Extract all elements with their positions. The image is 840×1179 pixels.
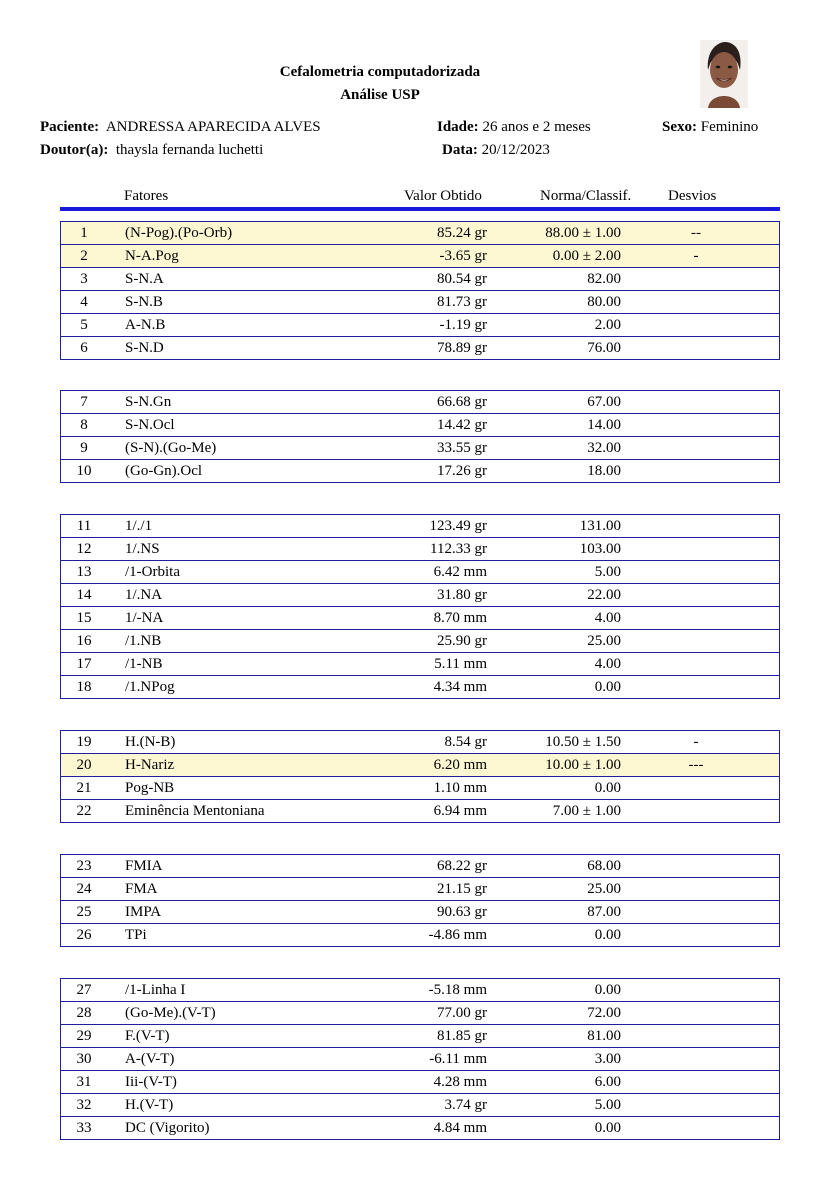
table-row	[61, 675, 779, 698]
age-label: Idade:	[437, 119, 479, 135]
factor-group-6	[60, 978, 780, 1140]
table-row	[61, 923, 779, 946]
factor-name: S-N.A	[125, 271, 164, 287]
obtained-value: 68.22 gr	[437, 858, 487, 874]
row-number: 8	[80, 417, 88, 433]
table-row	[61, 560, 779, 583]
age-line	[437, 119, 591, 136]
table-row	[61, 877, 779, 900]
obtained-value: 8.70 mm	[433, 610, 487, 626]
norm-value: 4.00	[594, 610, 621, 626]
row-number: 17	[76, 656, 92, 672]
deviation-value: -	[693, 248, 699, 264]
row-number: 15	[76, 610, 92, 626]
table-row	[61, 753, 779, 776]
row-number: 18	[76, 679, 92, 695]
norm-value: 80.00	[587, 294, 621, 310]
obtained-value: 112.33 gr	[430, 541, 487, 557]
table-row	[61, 1001, 779, 1024]
obtained-value: 6.94 mm	[433, 803, 487, 819]
row-number: 14	[76, 587, 92, 603]
report-subtitle: Análise USP	[340, 87, 420, 103]
row-number: 29	[76, 1028, 92, 1044]
factor-name: 1/-NA	[125, 610, 164, 626]
obtained-value: 123.49 gr	[429, 518, 487, 534]
obtained-value: 5.11 mm	[434, 656, 487, 672]
norm-value: 3.00	[594, 1051, 621, 1067]
factor-name: (Go-Me).(V-T)	[125, 1005, 216, 1021]
factor-name: S-N.D	[125, 340, 164, 356]
norm-value: 2.00	[594, 317, 621, 333]
patient-photo-image	[700, 40, 748, 108]
table-row	[61, 436, 779, 459]
norm-value: 81.00	[587, 1028, 621, 1044]
factor-name: S-N.B	[125, 294, 163, 310]
norm-value: 7.00 ± 1.00	[552, 803, 621, 819]
row-number: 30	[76, 1051, 92, 1067]
norm-value: 103.00	[579, 541, 621, 557]
age-value: 26 anos e 2 meses	[482, 119, 591, 135]
table-row	[61, 1070, 779, 1093]
factor-name: Eminência Mentoniana	[125, 803, 265, 819]
norm-value: 131.00	[579, 518, 621, 534]
factor-name: (N-Pog).(Po-Orb)	[125, 225, 233, 241]
table-row	[61, 459, 779, 482]
row-number: 4	[80, 294, 88, 310]
report-title: Cefalometria computadorizada	[279, 64, 481, 80]
patient-name-line	[40, 119, 321, 136]
table-row	[61, 515, 779, 537]
table-row	[61, 1116, 779, 1139]
table-row	[61, 731, 779, 753]
obtained-value: 33.55 gr	[437, 440, 487, 456]
obtained-value: -6.11 mm	[429, 1051, 487, 1067]
factor-name: Pog-NB	[125, 780, 175, 796]
table-row	[61, 583, 779, 606]
table-row	[61, 391, 779, 413]
table-row	[61, 313, 779, 336]
table-row	[61, 606, 779, 629]
factor-name: N-A.Pog	[125, 248, 179, 264]
obtained-value: -1.19 gr	[439, 317, 487, 333]
row-number: 22	[76, 803, 92, 819]
row-number: 2	[80, 248, 88, 264]
factor-group-3	[60, 514, 780, 699]
row-number: 26	[76, 927, 92, 943]
factor-name: IMPA	[125, 904, 162, 920]
table-row	[61, 776, 779, 799]
obtained-value: 81.85 gr	[437, 1028, 487, 1044]
factor-name: F.(V-T)	[125, 1028, 170, 1044]
table-row	[61, 979, 779, 1001]
norm-value: 0.00	[594, 1120, 621, 1136]
factor-name: FMIA	[125, 858, 163, 874]
date-value: 20/12/2023	[481, 142, 550, 158]
factor-name: 1/.NA	[125, 587, 163, 603]
norm-value: 76.00	[587, 340, 621, 356]
obtained-value: 77.00 gr	[437, 1005, 487, 1021]
factor-name: 1/.NS	[125, 541, 160, 557]
norm-value: 82.00	[587, 271, 621, 287]
date-line	[442, 142, 550, 159]
factor-name: /1.NB	[125, 633, 162, 649]
column-header-factors: Fatores	[124, 188, 169, 204]
table-row	[61, 267, 779, 290]
norm-value: 4.00	[594, 656, 621, 672]
factor-name: Iii-(V-T)	[125, 1074, 177, 1090]
factor-name: TPi	[125, 927, 147, 943]
row-number: 21	[76, 780, 92, 796]
obtained-value: 17.26 gr	[437, 463, 487, 479]
obtained-value: 4.84 mm	[433, 1120, 487, 1136]
obtained-value: 8.54 gr	[444, 734, 487, 750]
norm-value: 72.00	[587, 1005, 621, 1021]
row-number: 28	[76, 1005, 92, 1021]
norm-value: 32.00	[587, 440, 621, 456]
obtained-value: -4.86 mm	[428, 927, 487, 943]
norm-value: 68.00	[587, 858, 621, 874]
column-header-norm: Norma/Classif.	[540, 188, 632, 204]
table-row	[61, 413, 779, 436]
deviation-value: ---	[688, 757, 704, 773]
norm-value: 18.00	[587, 463, 621, 479]
patient-name: ANDRESSA APARECIDA ALVES	[105, 119, 321, 135]
table-row	[61, 799, 779, 822]
obtained-value: 3.74 gr	[444, 1097, 487, 1113]
table-row	[61, 900, 779, 923]
factor-name: DC (Vigorito)	[125, 1120, 210, 1136]
doctor-name: thaysla fernanda luchetti	[115, 142, 264, 158]
norm-value: 25.00	[587, 633, 621, 649]
norm-value: 87.00	[587, 904, 621, 920]
obtained-value: 85.24 gr	[437, 225, 487, 241]
row-number: 19	[76, 734, 92, 750]
obtained-value: 90.63 gr	[437, 904, 487, 920]
row-number: 6	[80, 340, 88, 356]
factor-name: (Go-Gn).Ocl	[125, 463, 203, 479]
header-divider	[60, 207, 780, 211]
factor-name: H.(N-B)	[125, 734, 176, 750]
factor-name: H.(V-T)	[125, 1097, 174, 1113]
norm-value: 6.00	[594, 1074, 621, 1090]
obtained-value: 6.42 mm	[433, 564, 487, 580]
factor-name: S-N.Gn	[125, 394, 172, 410]
row-number: 7	[80, 394, 88, 410]
obtained-value: 81.73 gr	[437, 294, 487, 310]
factor-name: /1-NB	[125, 656, 163, 672]
factor-group-2	[60, 390, 780, 483]
norm-value: 22.00	[587, 587, 621, 603]
table-row	[61, 855, 779, 877]
row-number: 23	[76, 858, 92, 874]
norm-value: 5.00	[594, 1097, 621, 1113]
table-row	[61, 244, 779, 267]
row-number: 16	[76, 633, 92, 649]
obtained-value: 25.90 gr	[437, 633, 487, 649]
factor-name: A-N.B	[125, 317, 166, 333]
row-number: 3	[80, 271, 88, 287]
row-number: 11	[76, 518, 92, 534]
factor-name: /1-Linha I	[125, 982, 186, 998]
norm-value: 0.00 ± 2.00	[552, 248, 621, 264]
deviation-value: --	[691, 225, 701, 241]
factor-group-4	[60, 730, 780, 823]
factor-group-1	[60, 221, 780, 360]
factor-name: A-(V-T)	[125, 1051, 175, 1067]
norm-value: 5.00	[594, 564, 621, 580]
obtained-value: 6.20 mm	[433, 757, 487, 773]
doctor-line	[40, 142, 263, 159]
norm-value: 88.00 ± 1.00	[545, 225, 621, 241]
deviation-value: -	[693, 734, 699, 750]
obtained-value: 66.68 gr	[437, 394, 487, 410]
obtained-value: 14.42 gr	[437, 417, 487, 433]
table-row	[61, 222, 779, 244]
row-number: 31	[76, 1074, 92, 1090]
norm-value: 0.00	[594, 982, 621, 998]
row-number: 1	[80, 225, 88, 241]
row-number: 20	[76, 757, 92, 773]
norm-value: 0.00	[594, 927, 621, 943]
obtained-value: 4.34 mm	[433, 679, 487, 695]
norm-value: 25.00	[587, 881, 621, 897]
table-row	[61, 629, 779, 652]
obtained-value: -5.18 mm	[428, 982, 487, 998]
factor-name: (S-N).(Go-Me)	[125, 440, 217, 456]
date-label: Data:	[442, 142, 478, 158]
norm-value: 0.00	[594, 780, 621, 796]
obtained-value: 1.10 mm	[433, 780, 487, 796]
row-number: 12	[76, 541, 92, 557]
table-row	[61, 1024, 779, 1047]
obtained-value: 4.28 mm	[433, 1074, 487, 1090]
table-row	[61, 290, 779, 313]
norm-value: 14.00	[587, 417, 621, 433]
row-number: 24	[76, 881, 92, 897]
factor-name: /1-Orbita	[125, 564, 180, 580]
norm-value: 10.50 ± 1.50	[545, 734, 621, 750]
table-row	[61, 652, 779, 675]
row-number: 33	[76, 1120, 92, 1136]
row-number: 25	[76, 904, 92, 920]
obtained-value: 78.89 gr	[437, 340, 487, 356]
sex-value: Feminino	[700, 119, 759, 135]
table-row	[61, 537, 779, 560]
row-number: 32	[76, 1097, 92, 1113]
column-header-deviation: Desvios	[668, 188, 717, 204]
table-row	[61, 1093, 779, 1116]
table-row	[61, 336, 779, 359]
column-header-value: Valor Obtido	[404, 188, 482, 204]
obtained-value: 31.80 gr	[437, 587, 487, 603]
doctor-label: Doutor(a):	[40, 142, 109, 158]
patient-photo	[700, 40, 748, 108]
row-number: 13	[76, 564, 92, 580]
row-number: 10	[76, 463, 92, 479]
factor-name: H-Nariz	[125, 757, 175, 773]
patient-label: Paciente:	[40, 119, 100, 135]
obtained-value: 21.15 gr	[437, 881, 487, 897]
sex-line	[662, 119, 758, 136]
factor-name: 1/./1	[125, 518, 153, 534]
sex-label: Sexo:	[662, 119, 697, 135]
norm-value: 67.00	[587, 394, 621, 410]
norm-value: 10.00 ± 1.00	[545, 757, 621, 773]
norm-value: 0.00	[594, 679, 621, 695]
row-number: 27	[76, 982, 92, 998]
table-row	[61, 1047, 779, 1070]
obtained-value: 80.54 gr	[437, 271, 487, 287]
factor-name: S-N.Ocl	[125, 417, 175, 433]
obtained-value: -3.65 gr	[439, 248, 487, 264]
row-number: 9	[80, 440, 88, 456]
row-number: 5	[80, 317, 88, 333]
factor-group-5	[60, 854, 780, 947]
factor-name: /1.NPog	[125, 679, 175, 695]
factor-name: FMA	[125, 881, 158, 897]
